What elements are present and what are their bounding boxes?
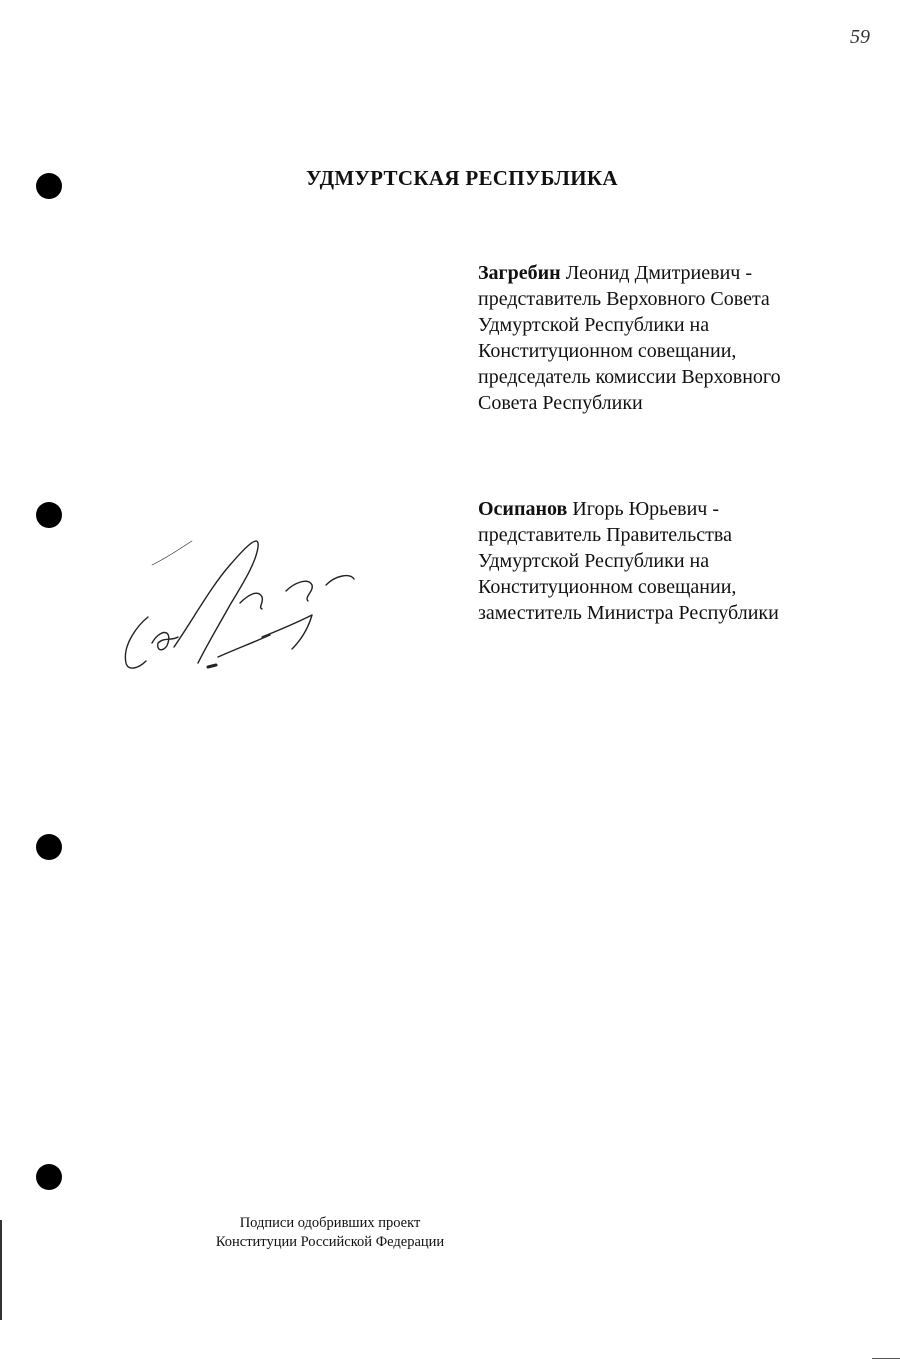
footer-caption	[170, 1214, 490, 1252]
representative-role-line: Конституционном совещании,	[478, 576, 737, 598]
representative-role-line: Удмуртской Республики на	[478, 314, 710, 336]
representative-name-line	[478, 496, 888, 522]
scan-corner-mark	[872, 1358, 900, 1359]
representative-given-names: Игорь Юрьевич -	[567, 498, 720, 520]
punch-hole-icon	[36, 1164, 62, 1190]
representative-role-line: заместитель Министра Республики	[478, 602, 779, 624]
handwritten-signature	[112, 525, 372, 685]
representative-block-zagrebin	[478, 260, 888, 416]
representative-role-line: представитель Верховного Совета	[478, 288, 770, 310]
representative-role-line: председатель комиссии Верховного	[478, 366, 781, 388]
representative-role-line: Совета Республики	[478, 392, 643, 414]
page-title: УДМУРТСКАЯ РЕСПУБЛИКА	[306, 166, 618, 190]
representative-name-line	[478, 260, 888, 286]
representative-surname: Осипанов	[478, 498, 568, 520]
representative-given-names: Леонид Дмитриевич -	[560, 262, 753, 284]
punch-hole-icon	[36, 173, 62, 199]
representative-role-line: Удмуртской Республики на	[478, 550, 710, 572]
representative-role-line: Конституционном совещании,	[478, 340, 737, 362]
punch-hole-icon	[36, 502, 62, 528]
representative-surname: Загребин	[478, 262, 561, 284]
footer-caption-line: Подписи одобривших проект	[239, 1215, 421, 1231]
punch-hole-icon	[36, 834, 62, 860]
representative-role-line: представитель Правительства	[478, 524, 732, 546]
footer-caption-line: Конституции Российской Федерации	[215, 1234, 445, 1250]
page-number: 59	[850, 26, 870, 48]
representative-block-osipanov	[478, 496, 888, 626]
scan-edge-mark	[0, 1220, 2, 1320]
